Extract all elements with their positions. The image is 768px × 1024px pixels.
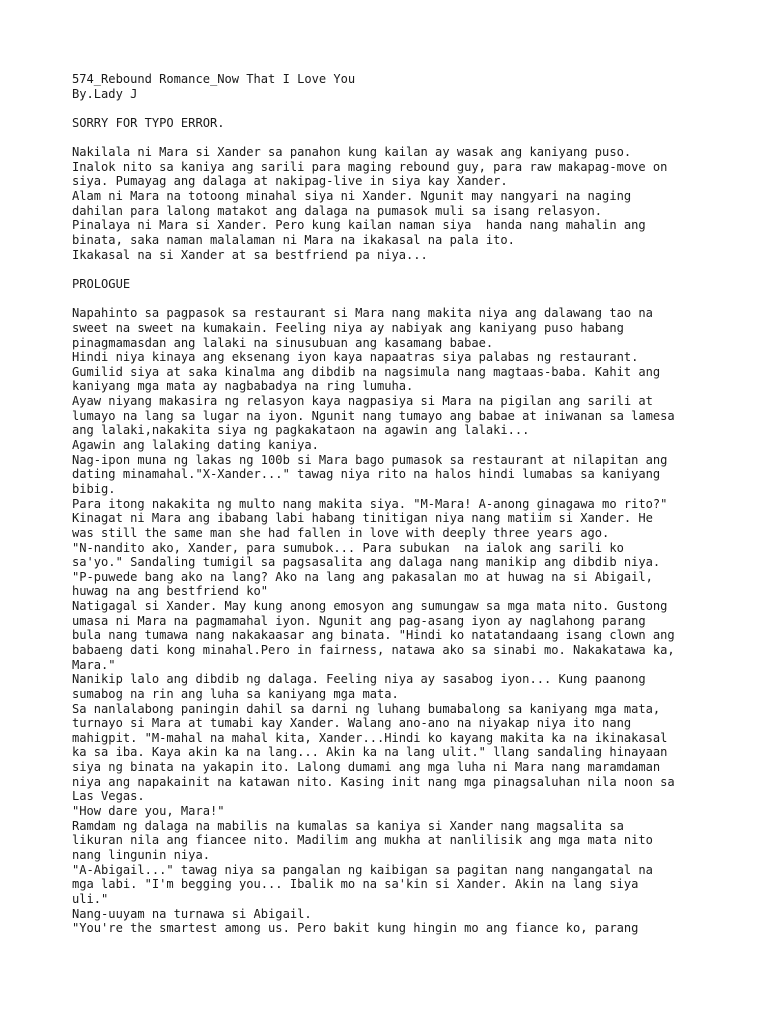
text-line: Nakilala ni Mara si Xander sa panahon kung kailan ay wasak ang kaniyang puso. xyxy=(72,145,632,160)
text-line: nang lingunin niya. xyxy=(72,847,210,862)
text-line: mahigpit. "M-mahal na mahal kita, Xander...Hindi ko kayang makita ka na ikinakasal xyxy=(72,730,668,745)
text-line: Nang-uuyam na turnawa si Abigail. xyxy=(72,906,312,921)
text-line: sa'yo." Sandaling tumigil sa pagsasalita ang dalaga nang manikip ang dibdib niya. xyxy=(72,555,661,570)
text-line: Para itong nakakita ng multo nang makita siya. "M-Mara! A-anong ginagawa mo rito?" xyxy=(72,496,668,511)
text-line: Alam ni Mara na totoong minahal siya ni Xander. Ngunit may nangyari na naging xyxy=(72,189,632,204)
text-line: Natigagal si Xander. May kung anong emosyon ang sumungaw sa mga mata nito. Gustong xyxy=(72,599,668,614)
text-line: "How dare you, Mara!" xyxy=(72,804,225,819)
text-line: dating minamahal."X-Xander..." tawag niya rito na halos hindi lumabas sa kaniyang xyxy=(72,467,661,482)
text-line: Sa nanlalabong paningin dahil sa darni ng luhang bumabalong sa kaniyang mga mata, xyxy=(72,701,661,716)
text-line: Ayaw niyang makasira ng relasyon kaya nagpasiya si Mara na pigilan ang sarili at xyxy=(72,394,653,409)
text-line: siya. Pumayag ang dalaga at nakipag-live in siya kay Xander. xyxy=(72,174,508,189)
text-line: Mara." xyxy=(72,657,116,672)
blank-line xyxy=(72,101,712,116)
blank-line xyxy=(72,131,712,146)
text-line: Hindi niya kinaya ang eksenang iyon kaya napaatras siya palabas ng restaurant. xyxy=(72,350,639,365)
text-line: "P-puwede bang ako na lang? Ako na lang ang pakasalan mo at huwag na si Abigail, xyxy=(72,569,653,584)
text-line: babaeng dati kong minahal.Pero in fairness, natawa ako sa sinabi mo. Nakakatawa ka, xyxy=(72,642,675,657)
blank-line xyxy=(72,262,712,277)
text-line: turnayo si Mara at tumabi kay Xander. Walang ano-ano na niyakap niya ito nang xyxy=(72,716,632,731)
text-line: By.Lady J xyxy=(72,86,138,101)
text-line: Inalok nito sa kaniya ang sarili para maging rebound guy, para raw makapag-move on xyxy=(72,159,668,174)
text-line: Ikakasal na si Xander at sa bestfriend pa niya... xyxy=(72,247,428,262)
text-line: kaniyang mga mata ay nagbabadya na ring lumuha. xyxy=(72,379,414,394)
text-line: 574_Rebound Romance_Now That I Love You xyxy=(72,72,356,86)
text-line: ka sa iba. Kaya akin ka na lang... Akin ka na lang ulit." llang sandaling hinayaan xyxy=(72,745,668,760)
text-line: niya ang napakainit na katawan nito. Kasing init nang mga pinagsaluhan nila noon sa xyxy=(72,774,675,789)
text-line: Agawin ang lalaking dating kaniya. xyxy=(72,438,319,453)
text-line: "A-Abigail..." tawag niya sa pangalan ng kaibigan sa pagitan nang nangangatal na xyxy=(72,862,653,877)
text-line: Napahinto sa pagpasok sa restaurant si Mara nang makita niya ang dalawang tao na xyxy=(72,306,653,321)
text-line: binata, saka naman malalaman ni Mara na ikakasal na pala ito. xyxy=(72,233,515,248)
text-line: bula nang tumawa nang nakakaasar ang binata. "Hindi ko natatandaang isang clown ang xyxy=(72,628,675,643)
text-line: Kinagat ni Mara ang ibabang labi habang tinitigan niya nang matiim si Xander. He xyxy=(72,511,653,526)
text-line: likuran nila ang fiancee nito. Madilim ang mukha at nanlilisik ang mga mata nito xyxy=(72,833,653,848)
text-line: huwag na ang bestfriend ko" xyxy=(72,584,269,599)
text-line: Nag-ipon muna ng lakas ng 100b si Mara bago pumasok sa restaurant at nilapitan ang xyxy=(72,452,668,467)
text-line: bibig. xyxy=(72,481,116,496)
text-line: Pinalaya ni Mara si Xander. Pero kung kailan naman siya handa nang mahalin ang xyxy=(72,218,646,233)
document-text xyxy=(72,72,712,936)
text-line: lumayo na lang sa lugar na iyon. Ngunit nang tumayo ang babae at iniwanan sa lamesa xyxy=(72,408,675,423)
text-line: "You're the smartest among us. Pero bakit kung hingin mo ang fiance ko, parang xyxy=(72,921,639,936)
text-line: uli." xyxy=(72,891,109,906)
text-line: "N-nandito ako, Xander, para sumubok... Para subukan na ialok ang sarili ko xyxy=(72,540,624,555)
text-line: siya ng binata na yakapin ito. Lalong dumami ang mga luha ni Mara nang maramdaman xyxy=(72,760,661,775)
text-line: was still the same man she had fallen in love with deeply three years ago. xyxy=(72,525,610,540)
text-line: umasa ni Mara na pagmamahal iyon. Ngunit ang pag-asang iyon ay naglahong parang xyxy=(72,613,646,628)
text-line: Las Vegas. xyxy=(72,789,145,804)
text-line: Nanikip lalo ang dibdib ng dalaga. Feeling niya ay sasabog iyon... Kung paanong xyxy=(72,672,646,687)
text-line: mga labi. "I'm begging you... Ibalik mo na sa'kin si Xander. Akin na lang siya xyxy=(72,877,639,892)
text-line: dahilan para lalong matakot ang dalaga na pumasok muli sa isang relasyon. xyxy=(72,203,603,218)
text-line: Ramdam ng dalaga na mabilis na kumalas sa kaniya si Xander nang magsalita sa xyxy=(72,818,624,833)
text-line: sumabog na rin ang luha sa kaniyang mga mata. xyxy=(72,686,399,701)
text-line: sweet na sweet na kumakain. Feeling niya ay nabiyak ang kaniyang puso habang xyxy=(72,320,624,335)
blank-line xyxy=(72,292,712,307)
text-line: pinagmamasdan ang lalaki na sinusubuan ang kasamang babae. xyxy=(72,335,494,350)
text-line: ang lalaki,nakakita siya ng pagkakataon na agawin ang lalaki... xyxy=(72,423,530,438)
text-line: SORRY FOR TYPO ERROR. xyxy=(72,115,225,130)
text-line: Gumilid siya at saka kinalma ang dibdib na nagsimula nang magtaas-baba. Kahit ang xyxy=(72,364,661,379)
text-line: PROLOGUE xyxy=(72,276,131,291)
